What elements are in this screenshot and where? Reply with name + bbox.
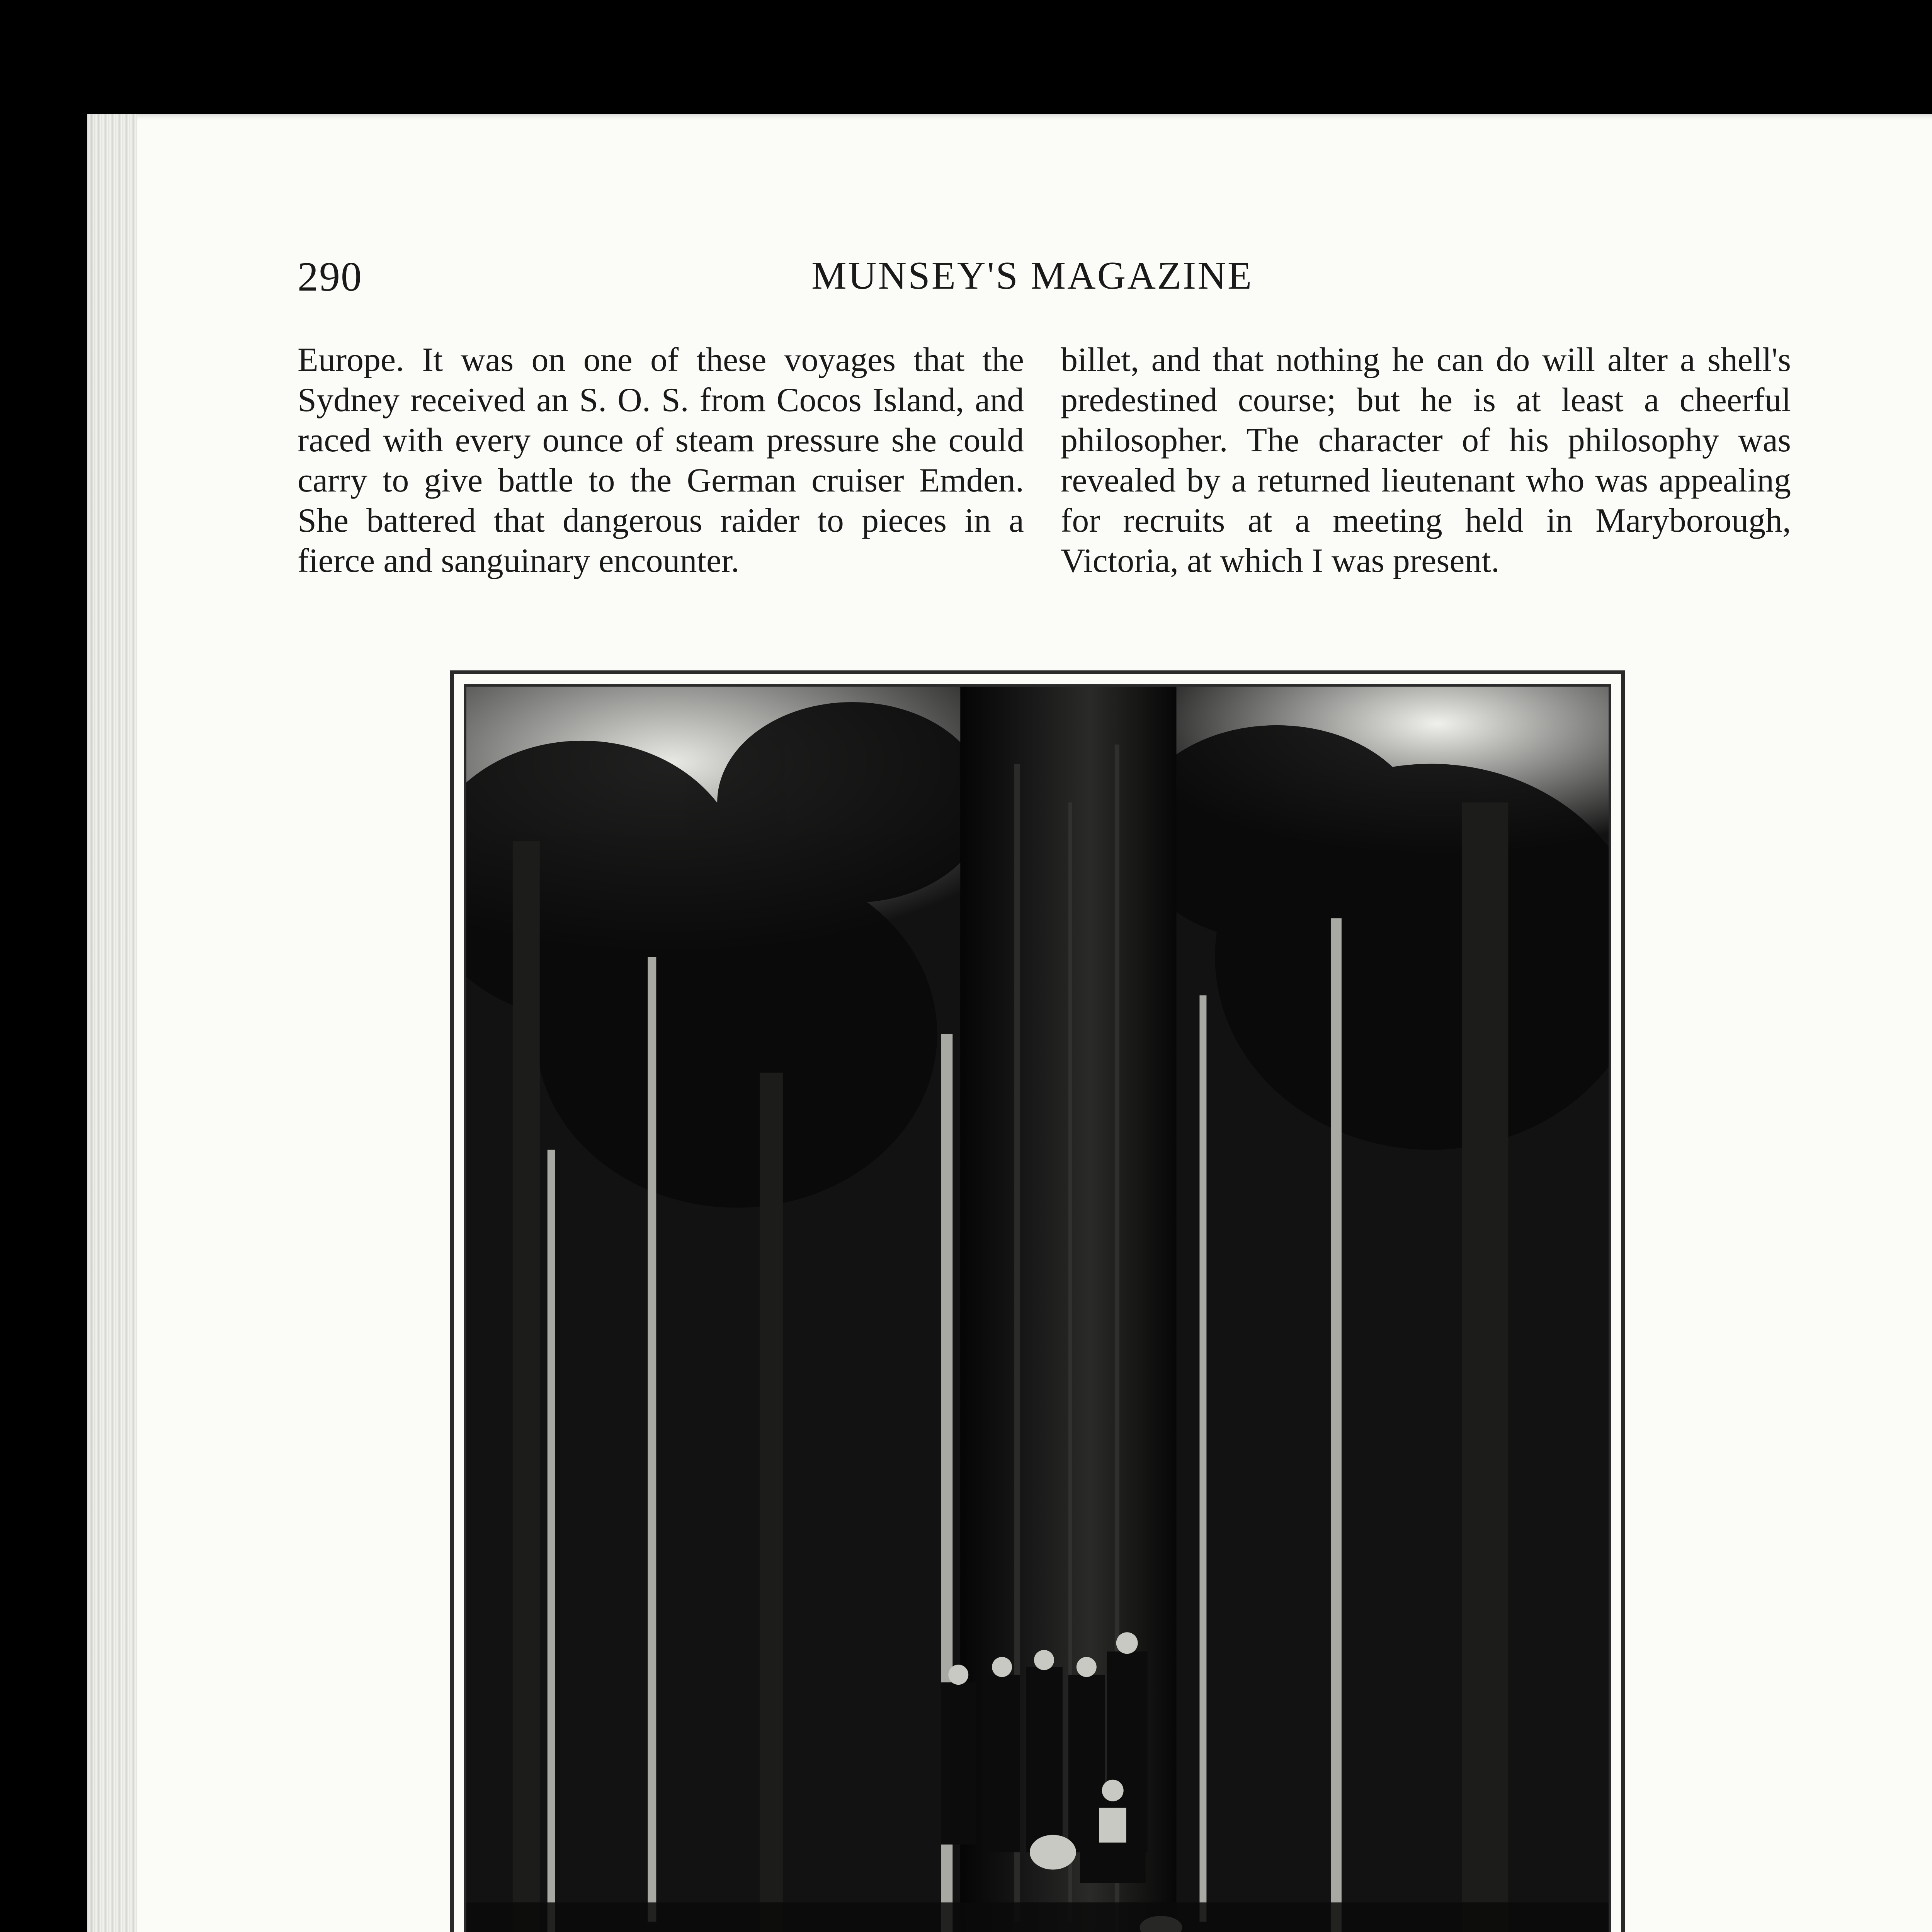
- paragraph: Europe. It was on one of these voyages that the Sydney received an S. O. S. from Cocos Island, and raced with every ounce of steam pressure she could carry to give battle to the German cruiser Emden. She battered that dangerous raider to pieces in a fierce and sanguinary encounter.: [298, 341, 1024, 580]
- top-right-column: [1061, 340, 1791, 581]
- paragraph: billet, and that nothing he can do will alter a shell's predestined course; but he is at least a cheerful philosopher. The character of his philosophy was revealed by a returned lieutenant who was appealing for recruits at a meeting held in Maryborough, Victoria, at which I was present.: [1061, 341, 1791, 580]
- running-head: MUNSEY'S MAGAZINE: [811, 254, 1253, 298]
- page-header: [298, 253, 1797, 303]
- photo-frame: [450, 670, 1625, 1932]
- forest-photo: [464, 684, 1611, 1932]
- kauri-pine-forest-image: [466, 687, 1609, 1932]
- top-left-column: [298, 340, 1024, 581]
- page-number: 290: [298, 254, 362, 300]
- page-binding-edge: [87, 114, 137, 1932]
